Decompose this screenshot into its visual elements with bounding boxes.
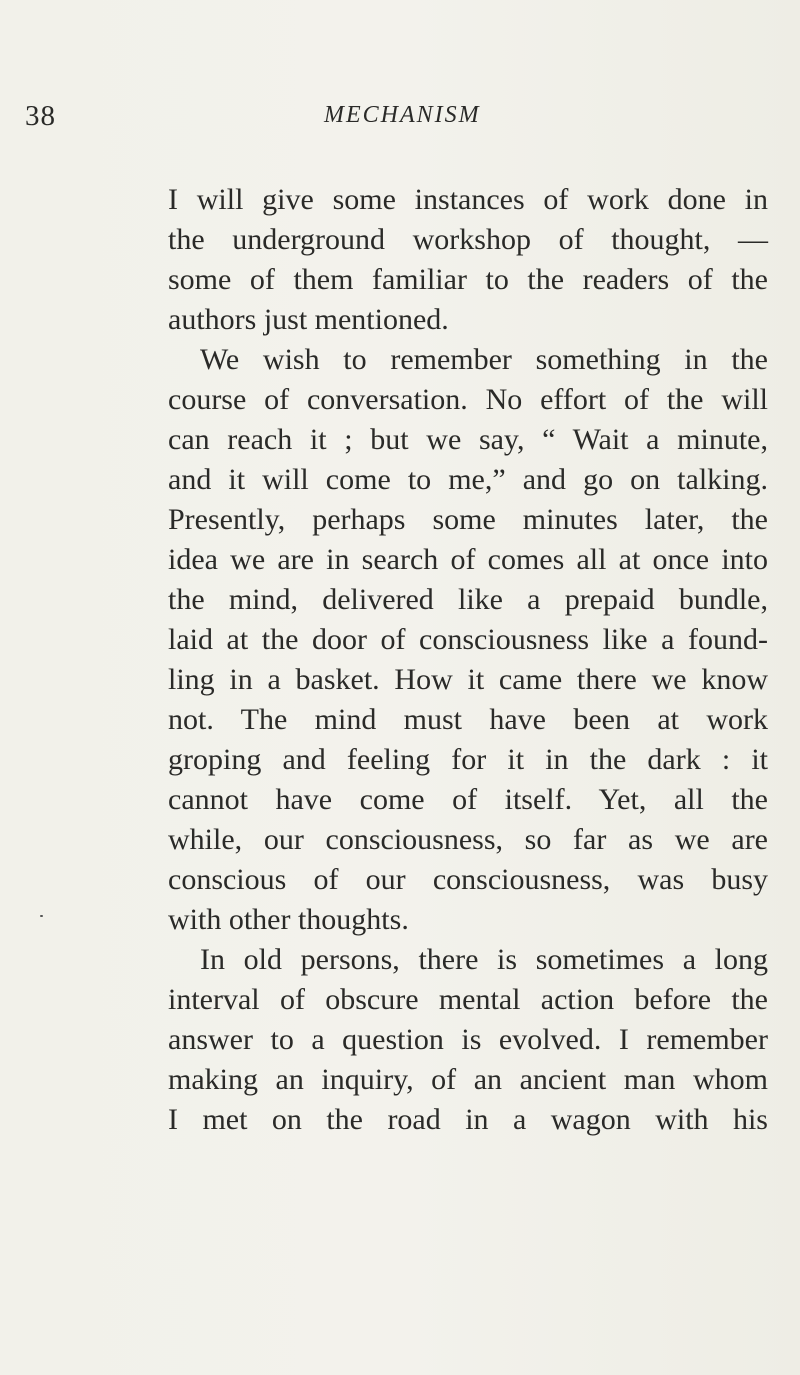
text-line: making an inquiry, of an ancient man whom: [168, 1063, 768, 1096]
page-number: 38: [25, 100, 56, 132]
text-line: idea we are in search of comes all at once into: [168, 543, 768, 576]
text-line: I will give some instances of work done in: [168, 183, 768, 216]
text-line: conscious of our consciousness, was busy: [168, 863, 768, 896]
page-header: [0, 100, 800, 140]
text-line: some of them familiar to the readers of the: [168, 263, 768, 296]
text-line: I met on the road in a wagon with his: [168, 1103, 768, 1136]
page-speck: [40, 915, 43, 917]
text-line: laid at the door of consciousness like a found-: [168, 623, 768, 656]
running-title: MECHANISM: [324, 102, 481, 128]
text-line: In old persons, there is sometimes a long: [200, 943, 768, 976]
text-line: We wish to remember something in the: [200, 343, 768, 376]
text-line: interval of obscure mental action before the: [168, 983, 768, 1016]
text-line: not. The mind must have been at work: [168, 703, 768, 736]
text-line: ling in a basket. How it came there we know: [168, 663, 768, 696]
text-line: with other thoughts.: [168, 903, 409, 936]
text-line: and it will come to me,” and go on talking.: [168, 463, 768, 496]
text-line: the mind, delivered like a prepaid bundle,: [168, 583, 768, 616]
text-line: the underground workshop of thought, —: [168, 223, 768, 256]
text-line: while, our consciousness, so far as we are: [168, 823, 768, 856]
text-line: course of conversation. No effort of the will: [168, 383, 768, 416]
text-line: Presently, perhaps some minutes later, the: [168, 503, 768, 536]
text-line: groping and feeling for it in the dark : it: [168, 743, 768, 776]
text-line: answer to a question is evolved. I remember: [168, 1023, 768, 1056]
text-line: cannot have come of itself. Yet, all the: [168, 783, 768, 816]
text-line: can reach it ; but we say, “ Wait a minute,: [168, 423, 768, 456]
text-line: authors just mentioned.: [168, 303, 449, 336]
